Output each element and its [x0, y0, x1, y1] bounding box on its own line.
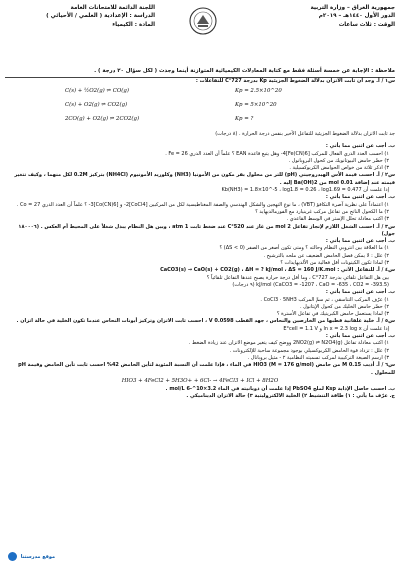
- q2-b-1: ١) اعتماداً على نظرية آصرة التكافؤ (VBT) ، ما نوع التهجين والشكل الهندسي والصفة المغناطيسية لكل من المركبين [CoCl4]2- و [Co(CN)6]3- ؟ علماً أن العدد الذري Co = 27 .: [16, 201, 389, 208]
- q5-part-b: ب. أجب عن اثنين مما يأتي :: [325, 333, 395, 340]
- q3-part-a: س٣ / أ. احسب الشغل اللازم لإنجاز تفاعل 2 mol من غاز عند 520°C عند ضغط ثابت 1 atm ، وبين هل النظام يبذل شغلاً على المحيط أم العكس . (١٨٠٠٠٦ جول): [18, 223, 395, 237]
- q2-part-a: س٢ / أ. احسب قيمة الأس الهيدروجيني (pH) للتر من محلول بفر مكون من الأمونيا (NH3) وكلوريد الأمونيوم (NH4Cl) بتركيز 0.2M لكل منهما ، وكيف تتغير قيمته عند إضافة 0.01 mol من Ba(OH)2 إليه .: [14, 172, 395, 186]
- q1-b-3: ٣) اذكر ثلاثة من خواص الحوامض الكربوكسيلية .: [289, 165, 389, 172]
- header-time: الوقت : ثلاث ساعات: [338, 21, 395, 28]
- q6-part-a: س٦ / أ. أذيب 0.15 M من حامض HIO3 (M = 176 g/mol) في الماء ، فإذا علمت أن النسبة المئوية لتأين الحامض 42% احسب ثابت تأين الحامض وقيمة pH للمحلول .: [18, 362, 395, 376]
- q1-task: جد ثابت الاتزان بدلالة الضغوط الجزيئية للتفاعل الأخير بنفس درجة الحرارة . (٨ درجات): [215, 131, 395, 138]
- question-2: [5, 172, 395, 223]
- q1-b-2: ٢) حضّر حامض البيوتانويك من كحول البروبانول .: [288, 157, 389, 164]
- q6-equation: HIO3 + 4FeCl2 + 5H3O+ + 6Cl- → 4FeCl3 + ICl + 8H2O: [121, 377, 279, 384]
- q1-k-1: Kp = 2.5×10^20: [235, 88, 282, 95]
- q5-given: إذا علمت أن ln x = 2.3 log x و E°cell = 1.1 V: [283, 325, 389, 332]
- ministry-seal-icon: [188, 6, 218, 36]
- question-1: [5, 78, 395, 172]
- site-logo-icon: [8, 552, 17, 561]
- header-left: [5, 4, 155, 29]
- header-committee: اللجنة الدائمة للامتحانات العامة: [70, 5, 155, 11]
- question-6: [5, 362, 395, 400]
- q2-b-3: ٣) اكتب معادلة تحلل الإستر في الوسط القاعدي .: [286, 216, 389, 223]
- question-5: [5, 318, 395, 362]
- q6-part-b: ب. احسب حاصل الإذابة Ksp لملح PbSO4 إذا علمت أن ذوبانيته في الماء 3.2×10^-6 mol/L .: [165, 386, 395, 393]
- q5-b-1: ١) اكتب معادلة تفاعل 2NO2(g) ⇌ N2O4(g) ووضح كيف يتغير موضع الاتزان عند زيادة الضغط .: [188, 340, 389, 347]
- q1-eq-2: C(s) + O2(g) ⇌ CO2(g): [65, 102, 128, 109]
- question-4: [5, 267, 395, 318]
- exam-header: [5, 4, 395, 66]
- q4-data: (CaCO3 = -1207 ، CaO = -635 ، CO2 = -393.5) kJ/mol (٩ درجات): [232, 281, 389, 288]
- q5-b-2: ٢) علل : تزداد قوة الحامض الكربوكسيلي بوجود مجموعة ساحبة للإلكترونات .: [229, 347, 389, 354]
- watermark-text: موقع مدرستنا: [20, 554, 56, 560]
- header-ministry: جمهورية العراق – وزارة التربية: [310, 5, 395, 11]
- site-watermark: [8, 552, 55, 561]
- q4-part-b: ب. أجب عن اثنين مما يأتي :: [325, 289, 395, 296]
- q1-eq-1: C(s) + ½O2(g) ⇌ CO(g): [65, 88, 129, 95]
- q3-part-b: ب. أجب عن اثنين مما يأتي :: [325, 238, 395, 245]
- q6-part-c: ج. عرّف ما يأتي : ١) طاقة التنشيط ٢) الخلية الالكتروليتية ٣) حالة الاتزان الديناميكي .: [186, 393, 395, 400]
- q4-b-3: ٣) لماذا يستعمل حامض الكبريتيك في تفاعل الأسترة ؟: [276, 311, 389, 318]
- q2-part-b: ب. أجب عن اثنين مما يأتي :: [325, 194, 395, 201]
- header-branch: الدراسة : الإعدادية ( العلمي / الأحيائي ): [46, 13, 155, 20]
- q2-b-2: ٢) ما الكحول الناتج من تفاعل مركب غرينيارد مع الفورمالديهايد ؟: [255, 208, 389, 215]
- q3-b-3: ٣) لماذا تكون الكيتونات أقل فعالية من الألديهايدات ؟: [280, 260, 389, 267]
- q5-b-3: ٣) ارسم الصيغة التركيبية لمركب تسميته النظامية ٢ - مثيل بروبانال .: [247, 354, 389, 361]
- header-right: [255, 4, 395, 29]
- q1-part-a: س١ / أ. وجد أن ثابت الاتزان بدلالة الضغوط الجزيئية Kp بدرجة 727°C للتفاعلات :: [195, 78, 395, 84]
- exam-note: ملاحظة : الإجابة عن خمسة أسئلة فقط مع كتابة المعادلات الكيميائية المتوازنة أينما وجدت ( لكل سؤال ٢٠ درجة ) .: [5, 67, 395, 78]
- q1-k-2: Kp = 5×10^20: [235, 102, 277, 109]
- q4-b-1: ١) عرّف المركب التناسقي ، ثم سمِّ المركب CoCl3 · 5NH3 .: [260, 296, 389, 303]
- q1-eq-3: 2CO(g) + O2(g) ⇌ 2CO2(g): [65, 116, 140, 123]
- q3-b-1: ١) ما العلاقة بين انتروبي النظام وحالته ؟ ومتى تكون أصغر من الصفر (ΔS < 0) ؟: [219, 245, 389, 252]
- header-subject: المادة : الكيمياء: [112, 21, 155, 28]
- q1-part-b: ب. أجب عن اثنين مما يأتي :: [325, 143, 395, 150]
- q5-part-a: س٥ / أ. خلية غلفانية قطبها من الخارصين والنحاس ، جهد القطب 0.0598 V ، احسب ثابت الاتزان وتركيز أيونات النحاس عندما تكون الخلية في حالة اتزان .: [16, 318, 395, 325]
- q4-a-2: بين هل التفاعل تلقائي بدرجة 727°C ، وما أقل درجة حرارة يصبح عندها التفاعل تلقائياً ؟: [206, 274, 389, 281]
- question-3: [5, 224, 395, 268]
- q1-equations: [5, 85, 395, 143]
- q4-part-a: س٤ / أ. للتفاعل الآتي : CaCO3(s) → CaO(s) + CO2(g) ، ΔH = ? kJ/mol ، ΔS = 160 J/K.mol: [160, 267, 395, 274]
- q1-b-1: ١) احسب العدد الذري الفعال للمركب [Fe(CN)6]4- وهل يتبع قاعدة EAN ؟ علماً أن العدد الذري Fe = 26 .: [165, 150, 389, 157]
- q1-k-3: Kp = ?: [235, 116, 254, 123]
- q3-b-2: ٢) علل : لا يمكن فصل الحامض الضعيف عن ملحه بالترشيح .: [263, 252, 389, 259]
- q4-b-2: ٢) حضّر حامض الخليك من كحول الإيثانول .: [299, 303, 389, 310]
- q2-given: إذا علمت أن Kb(NH3) = 1.8×10^-5 ، log1.8 = 0.26 ، log1.69 = 0.477: [221, 187, 389, 194]
- header-session: الدور الأول ١٤٤٠هـ – ٢٠١٩م: [318, 13, 395, 20]
